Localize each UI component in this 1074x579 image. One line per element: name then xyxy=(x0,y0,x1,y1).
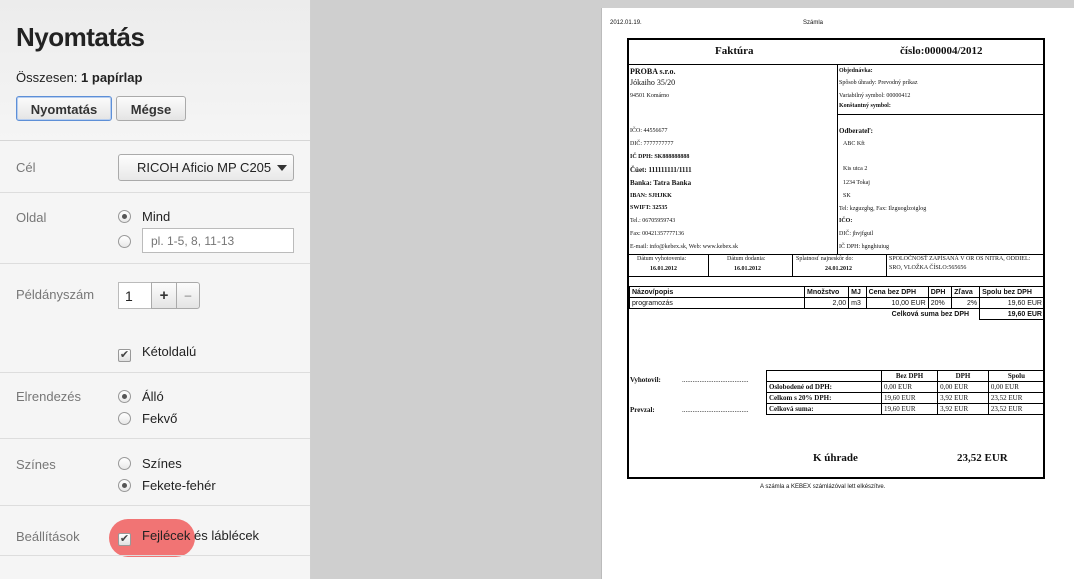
divider xyxy=(792,254,793,276)
buyer-tel: Tel: kzguzghg, Fax: Ilzguoglzoiglog xyxy=(839,206,927,212)
duplex-text: Kétoldalú xyxy=(142,344,197,359)
sum-row-net: 0,00 EUR xyxy=(882,382,938,393)
amount-due-label: K úhrade xyxy=(813,452,858,464)
seller-name: PROBA s.r.o. xyxy=(630,67,676,76)
seller-ico: IČO: 44556677 xyxy=(630,128,668,134)
seller-city: 94501 Komárno xyxy=(630,93,670,99)
chevron-down-icon xyxy=(277,165,287,171)
sum-row-vat: 3,92 EUR xyxy=(938,404,989,415)
col-unit: MJ xyxy=(849,287,866,298)
seller-street: Jókaiho 35/20 xyxy=(630,78,676,87)
divider xyxy=(708,254,709,276)
date-issued-label: Dátum vyhotovenia: xyxy=(637,256,687,262)
item-total: 19,60 EUR xyxy=(980,298,1045,309)
sum-head-net: Bez DPH xyxy=(882,371,938,382)
payment-variable: Variabilný symbol: 00000412 xyxy=(839,93,911,99)
items-total-row xyxy=(630,309,1045,320)
amount-due-value: 23,52 EUR xyxy=(957,452,1008,464)
date-delivered-value: 16.01.2012 xyxy=(734,266,761,272)
items-total-label: Celková suma bez DPH xyxy=(630,309,980,320)
pages-custom-option[interactable] xyxy=(118,234,142,249)
headers-footers-option[interactable] xyxy=(118,528,259,546)
pages-range-input[interactable] xyxy=(142,228,294,253)
pages-all-radio[interactable] xyxy=(118,210,131,223)
sum-head-vat: DPH xyxy=(938,371,989,382)
seller-account: Čúet: 111111111/1111 xyxy=(630,166,692,174)
col-price: Cena bez DPH xyxy=(866,287,928,298)
divider xyxy=(886,254,887,276)
sum-head-total: Spolu xyxy=(988,371,1044,382)
duplex-checkbox[interactable]: ✔ xyxy=(119,349,130,361)
pages-label: Oldal xyxy=(16,210,47,225)
invoice-footer: A számla a KEBEX számlázóval lett elkészítve. xyxy=(760,484,886,490)
table-row xyxy=(630,298,1045,309)
table-row xyxy=(767,382,1045,393)
sum-row-total: 23,52 EUR xyxy=(988,404,1044,415)
sum-row-net: 19,60 EUR xyxy=(882,404,938,415)
color-section xyxy=(0,438,310,506)
registry-note: SPOLOČNOSŤ ZAPÍSANÁ V OR OS NITRA, ODDIEL: SRO, VLOŽKA ČÍSLO:565656 xyxy=(889,256,1031,271)
bw-radio[interactable] xyxy=(118,479,131,492)
pages-all-option[interactable] xyxy=(118,209,170,224)
layout-section xyxy=(0,372,310,439)
copies-increment-button[interactable]: + xyxy=(151,282,177,309)
table-row xyxy=(767,371,1045,382)
payment-method: Spôsob úhrady: Prevodný príkaz xyxy=(839,80,918,86)
buyer-city: 1234 Tokaj xyxy=(843,180,870,186)
sum-row-vat: 0,00 EUR xyxy=(938,382,989,393)
items-header-row xyxy=(630,287,1045,298)
page-summary xyxy=(16,70,142,85)
duplex-option[interactable] xyxy=(118,344,196,362)
payment-constant: Konštantný symbol: xyxy=(839,103,891,109)
buyer-country: SK xyxy=(843,193,851,199)
sum-row-label: Oslobodené od DPH: xyxy=(767,382,882,393)
col-total: Spolu bez DPH xyxy=(980,287,1045,298)
color-color-option[interactable] xyxy=(118,456,182,471)
divider xyxy=(837,64,838,254)
seller-icdph: IČ DPH: SK888888888 xyxy=(630,154,690,160)
headers-footers-checkbox[interactable]: ✔ xyxy=(119,533,130,545)
color-radio[interactable] xyxy=(118,457,131,470)
page-title: Nyomtatás xyxy=(16,22,145,52)
item-price: 10,00 EUR xyxy=(866,298,928,309)
pages-all-text: Mind xyxy=(142,209,171,224)
destination-select[interactable] xyxy=(118,154,294,181)
buyer-icdph: IČ DPH: hgnghiuiug xyxy=(839,244,890,250)
preview-background xyxy=(311,0,601,579)
seller-dic: DIČ: 7777777777 xyxy=(630,141,674,147)
summary-value: 1 papírlap xyxy=(81,70,143,85)
item-qty: 2,00 xyxy=(805,298,849,309)
col-vat: DPH xyxy=(928,287,951,298)
vat-summary-table xyxy=(766,370,1045,415)
print-doc-title: Számla xyxy=(803,20,824,26)
color-bw-option[interactable] xyxy=(118,478,216,493)
print-button[interactable]: Nyomtatás xyxy=(16,96,112,121)
seller-fax: Fax: 00421357777136 xyxy=(630,231,685,237)
seller-bank: Banka: Tatra Banka xyxy=(630,179,692,187)
divider xyxy=(629,276,1044,277)
color-label: Színes xyxy=(16,457,56,472)
received-by-label: Prevzal: xyxy=(630,406,655,414)
buyer-ico: IČO: xyxy=(839,218,853,224)
print-date: 2012.01.19. xyxy=(610,20,642,26)
headers-footers-text: Fejlécek és láblécek xyxy=(142,528,260,543)
date-due-label: Splatnosť najneskôr do: xyxy=(796,256,854,262)
divider xyxy=(837,114,1044,115)
items-total-value: 19,60 EUR xyxy=(980,309,1045,320)
items-table xyxy=(629,286,1045,320)
sum-row-total: 0,00 EUR xyxy=(988,382,1044,393)
buyer-name: ABC Kft xyxy=(843,141,865,147)
sum-row-label: Celkom s 20% DPH: xyxy=(767,393,882,404)
buyer-heading: Odberateľ: xyxy=(839,127,873,135)
invoice-title: Faktúra xyxy=(715,45,754,57)
copies-label: Példányszám xyxy=(16,287,95,302)
buyer-dic: DIČ: jhvjfguil xyxy=(839,231,874,237)
bw-text: Fekete-fehér xyxy=(142,478,216,493)
portrait-text: Álló xyxy=(142,389,164,404)
copies-decrement-button[interactable]: – xyxy=(176,282,200,309)
payment-order: Objednávka: xyxy=(839,68,873,74)
sum-row-vat: 3,92 EUR xyxy=(938,393,989,404)
item-name: programozás xyxy=(630,298,805,309)
seller-iban: IBAN: SJHJKK xyxy=(630,193,672,199)
color-text: Színes xyxy=(142,456,182,471)
col-name: Názov/popis xyxy=(630,287,805,298)
layout-portrait-option[interactable] xyxy=(118,389,164,404)
print-settings-panel xyxy=(0,0,311,579)
issued-by-dots: ...................................... xyxy=(682,376,749,384)
destination-label: Cél xyxy=(16,160,36,175)
portrait-radio[interactable] xyxy=(118,390,131,403)
item-discount: 2% xyxy=(952,298,980,309)
issued-by-label: Vyhotovil: xyxy=(630,376,661,384)
settings-label: Beállítások xyxy=(16,529,80,544)
buyer-street: Kis utca 2 xyxy=(843,166,868,172)
seller-tel: Tel.: 06705959743 xyxy=(630,218,676,224)
seller-swift: SWIFT: 32535 xyxy=(630,205,668,211)
footer-section xyxy=(0,555,310,579)
cancel-button[interactable]: Mégse xyxy=(116,96,186,121)
received-by-dots: ...................................... xyxy=(682,406,749,414)
landscape-text: Fekvő xyxy=(142,411,178,426)
copies-input[interactable] xyxy=(118,282,152,309)
col-qty: Množstvo xyxy=(805,287,849,298)
invoice-number: číslo:000004/2012 xyxy=(900,45,983,57)
sum-head-blank xyxy=(767,371,882,382)
table-row xyxy=(767,404,1045,415)
landscape-radio[interactable] xyxy=(118,412,131,425)
layout-landscape-option[interactable] xyxy=(118,411,177,426)
seller-email: E-mail: info@kebex.sk, Web: www.kebex.sk xyxy=(630,244,739,250)
sum-row-label: Celková suma: xyxy=(767,404,882,415)
pages-custom-radio[interactable] xyxy=(118,235,131,248)
date-delivered-label: Dátum dodania: xyxy=(727,256,766,262)
summary-prefix: Összesen: xyxy=(16,70,78,85)
layout-label: Elrendezés xyxy=(16,389,82,404)
panel-header xyxy=(0,0,310,141)
sum-row-net: 19,60 EUR xyxy=(882,393,938,404)
col-discount: Zľava xyxy=(952,287,980,298)
item-unit: m3 xyxy=(849,298,866,309)
date-due-value: 24.01.2012 xyxy=(825,266,852,272)
destination-value: RICOH Aficio MP C205 xyxy=(137,160,272,175)
item-vat: 20% xyxy=(928,298,951,309)
table-row xyxy=(767,393,1045,404)
sum-row-total: 23,52 EUR xyxy=(988,393,1044,404)
date-issued-value: 16.01.2012 xyxy=(650,266,677,272)
